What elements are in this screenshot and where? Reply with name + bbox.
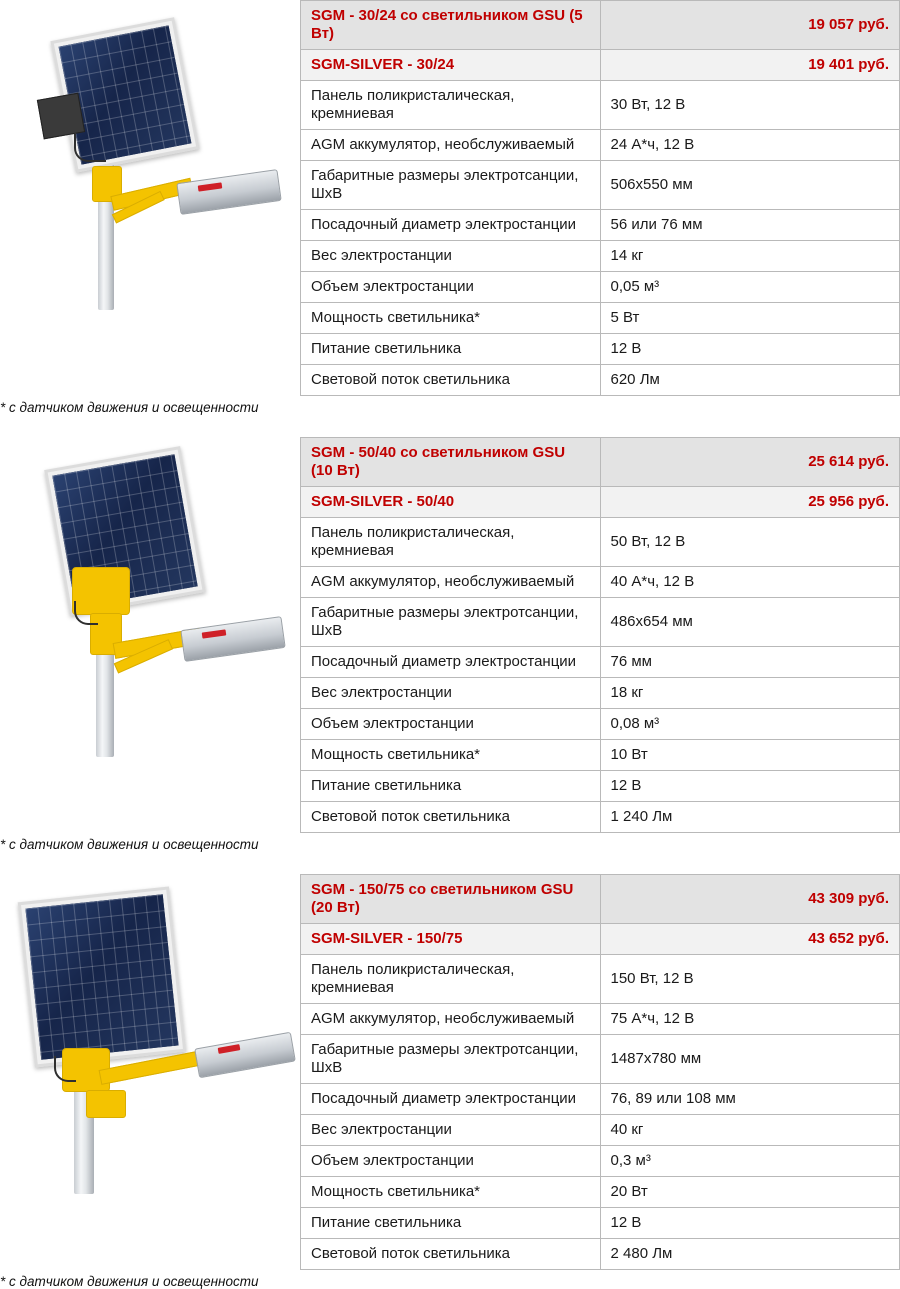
product-block xyxy=(0,437,900,833)
table-row xyxy=(301,598,900,647)
table-row xyxy=(301,1239,900,1270)
product-spec-table-column xyxy=(300,874,900,1270)
product-price: 43 309 руб. xyxy=(600,875,900,924)
spec-label: Панель поликристалическая, кремниевая xyxy=(301,955,601,1004)
table-row xyxy=(301,365,900,396)
spec-value: 24 А*ч, 12 В xyxy=(600,130,900,161)
spec-label: AGM аккумулятор, необслуживаемый xyxy=(301,130,601,161)
spec-value: 40 А*ч, 12 В xyxy=(600,567,900,598)
led-luminaire xyxy=(176,169,281,215)
product-subtitle: SGM-SILVER - 150/75 xyxy=(301,924,601,955)
solar-street-light-illustration xyxy=(0,437,300,757)
led-luminaire xyxy=(180,616,285,662)
spec-value: 150 Вт, 12 В xyxy=(600,955,900,1004)
spec-value: 0,08 м³ xyxy=(600,709,900,740)
solar-panel xyxy=(18,887,187,1068)
spec-value: 56 или 76 мм xyxy=(600,210,900,241)
spec-table xyxy=(300,0,900,396)
spec-value: 18 кг xyxy=(600,678,900,709)
spec-value: 486х654 мм xyxy=(600,598,900,647)
product-title: SGM - 150/75 со светильником GSU (20 Вт) xyxy=(301,875,601,924)
spec-value: 30 Вт, 12 В xyxy=(600,81,900,130)
product-price: 25 614 руб. xyxy=(600,438,900,487)
solar-street-light-illustration xyxy=(0,0,300,310)
spec-label: Питание светильника xyxy=(301,771,601,802)
table-row xyxy=(301,210,900,241)
spec-label: AGM аккумулятор, необслуживаемый xyxy=(301,1004,601,1035)
table-header-row xyxy=(301,438,900,487)
table-row xyxy=(301,1004,900,1035)
spec-label: Мощность светильника* xyxy=(301,1177,601,1208)
table-row xyxy=(301,678,900,709)
cable xyxy=(54,1056,76,1082)
spec-label: Габаритные размеры электротсанции, ШхВ xyxy=(301,161,601,210)
mounting-bracket xyxy=(86,1090,126,1118)
table-row xyxy=(301,518,900,567)
product-block xyxy=(0,0,900,396)
product-image-column xyxy=(0,0,300,310)
product-title: SGM - 50/40 со светильником GSU (10 Вт) xyxy=(301,438,601,487)
spec-value: 12 В xyxy=(600,771,900,802)
spec-label: Вес электростанции xyxy=(301,678,601,709)
product-subtitle: SGM-SILVER - 50/40 xyxy=(301,487,601,518)
spec-label: Посадочный диаметр электростанции xyxy=(301,210,601,241)
table-row xyxy=(301,272,900,303)
table-row xyxy=(301,1115,900,1146)
table-header-row xyxy=(301,875,900,924)
spec-label: Световой поток светильника xyxy=(301,365,601,396)
table-row xyxy=(301,161,900,210)
spec-value: 12 В xyxy=(600,1208,900,1239)
solar-panel-cells xyxy=(25,894,178,1060)
spec-table xyxy=(300,874,900,1270)
spec-value: 0,05 м³ xyxy=(600,272,900,303)
product-block xyxy=(0,874,900,1270)
table-row xyxy=(301,1035,900,1084)
spec-label: Мощность светильника* xyxy=(301,303,601,334)
spec-label: Объем электростанции xyxy=(301,709,601,740)
spec-label: Вес электростанции xyxy=(301,1115,601,1146)
table-row xyxy=(301,771,900,802)
spec-label: Габаритные размеры электротсанции, ШхВ xyxy=(301,1035,601,1084)
spec-value: 1 240 Лм xyxy=(600,802,900,833)
product-spec-table-column xyxy=(300,437,900,833)
table-row xyxy=(301,303,900,334)
spec-value: 506х550 мм xyxy=(600,161,900,210)
table-header-row xyxy=(301,1,900,50)
block-spacer xyxy=(0,415,900,437)
spec-label: Панель поликристалическая, кремниевая xyxy=(301,81,601,130)
product-spec-table-column xyxy=(300,0,900,396)
product-price: 19 057 руб. xyxy=(600,1,900,50)
led-luminaire xyxy=(194,1032,296,1079)
spec-label: Панель поликристалическая, кремниевая xyxy=(301,518,601,567)
cable xyxy=(74,134,106,162)
spec-label: Мощность светильника* xyxy=(301,740,601,771)
spec-label: AGM аккумулятор, необслуживаемый xyxy=(301,567,601,598)
product-image-column xyxy=(0,874,300,1194)
table-row xyxy=(301,81,900,130)
table-row xyxy=(301,130,900,161)
table-row xyxy=(301,740,900,771)
table-row xyxy=(301,334,900,365)
table-row xyxy=(301,955,900,1004)
table-row xyxy=(301,1177,900,1208)
battery-box xyxy=(37,93,85,140)
spec-label: Питание светильника xyxy=(301,334,601,365)
spec-value: 0,3 м³ xyxy=(600,1146,900,1177)
table-row xyxy=(301,241,900,272)
spec-value: 12 В xyxy=(600,334,900,365)
spec-value: 40 кг xyxy=(600,1115,900,1146)
table-subheader-row xyxy=(301,924,900,955)
spec-label: Объем электростанции xyxy=(301,1146,601,1177)
spec-value: 10 Вт xyxy=(600,740,900,771)
cable xyxy=(74,601,98,625)
spec-value: 2 480 Лм xyxy=(600,1239,900,1270)
spec-label: Вес электростанции xyxy=(301,241,601,272)
block-spacer xyxy=(0,852,900,874)
spec-label: Объем электростанции xyxy=(301,272,601,303)
spec-label: Световой поток светильника xyxy=(301,1239,601,1270)
footnote: * с датчиком движения и освещенности xyxy=(0,1274,259,1289)
table-row xyxy=(301,1146,900,1177)
spec-table xyxy=(300,437,900,833)
spec-label: Посадочный диаметр электростанции xyxy=(301,647,601,678)
solar-street-light-illustration xyxy=(0,874,300,1194)
product-image-column xyxy=(0,437,300,757)
spec-value: 620 Лм xyxy=(600,365,900,396)
table-row xyxy=(301,1208,900,1239)
table-subheader-row xyxy=(301,50,900,81)
spec-value: 20 Вт xyxy=(600,1177,900,1208)
spec-value: 14 кг xyxy=(600,241,900,272)
spec-label: Посадочный диаметр электростанции xyxy=(301,1084,601,1115)
table-row xyxy=(301,647,900,678)
spec-value: 50 Вт, 12 В xyxy=(600,518,900,567)
spec-value: 1487х780 мм xyxy=(600,1035,900,1084)
spec-label: Питание светильника xyxy=(301,1208,601,1239)
spec-value: 76 мм xyxy=(600,647,900,678)
table-row xyxy=(301,709,900,740)
spec-label: Габаритные размеры электротсанции, ШхВ xyxy=(301,598,601,647)
table-row xyxy=(301,802,900,833)
table-row xyxy=(301,1084,900,1115)
product-subtitle-price: 25 956 руб. xyxy=(600,487,900,518)
spec-value: 76, 89 или 108 мм xyxy=(600,1084,900,1115)
product-title: SGM - 30/24 со светильником GSU (5 Вт) xyxy=(301,1,601,50)
footnote: * с датчиком движения и освещенности xyxy=(0,400,259,415)
table-subheader-row xyxy=(301,487,900,518)
spec-label: Световой поток светильника xyxy=(301,802,601,833)
footnote: * с датчиком движения и освещенности xyxy=(0,837,259,852)
spec-value: 75 А*ч, 12 В xyxy=(600,1004,900,1035)
product-subtitle-price: 19 401 руб. xyxy=(600,50,900,81)
table-row xyxy=(301,567,900,598)
spec-value: 5 Вт xyxy=(600,303,900,334)
product-subtitle: SGM-SILVER - 30/24 xyxy=(301,50,601,81)
product-subtitle-price: 43 652 руб. xyxy=(600,924,900,955)
